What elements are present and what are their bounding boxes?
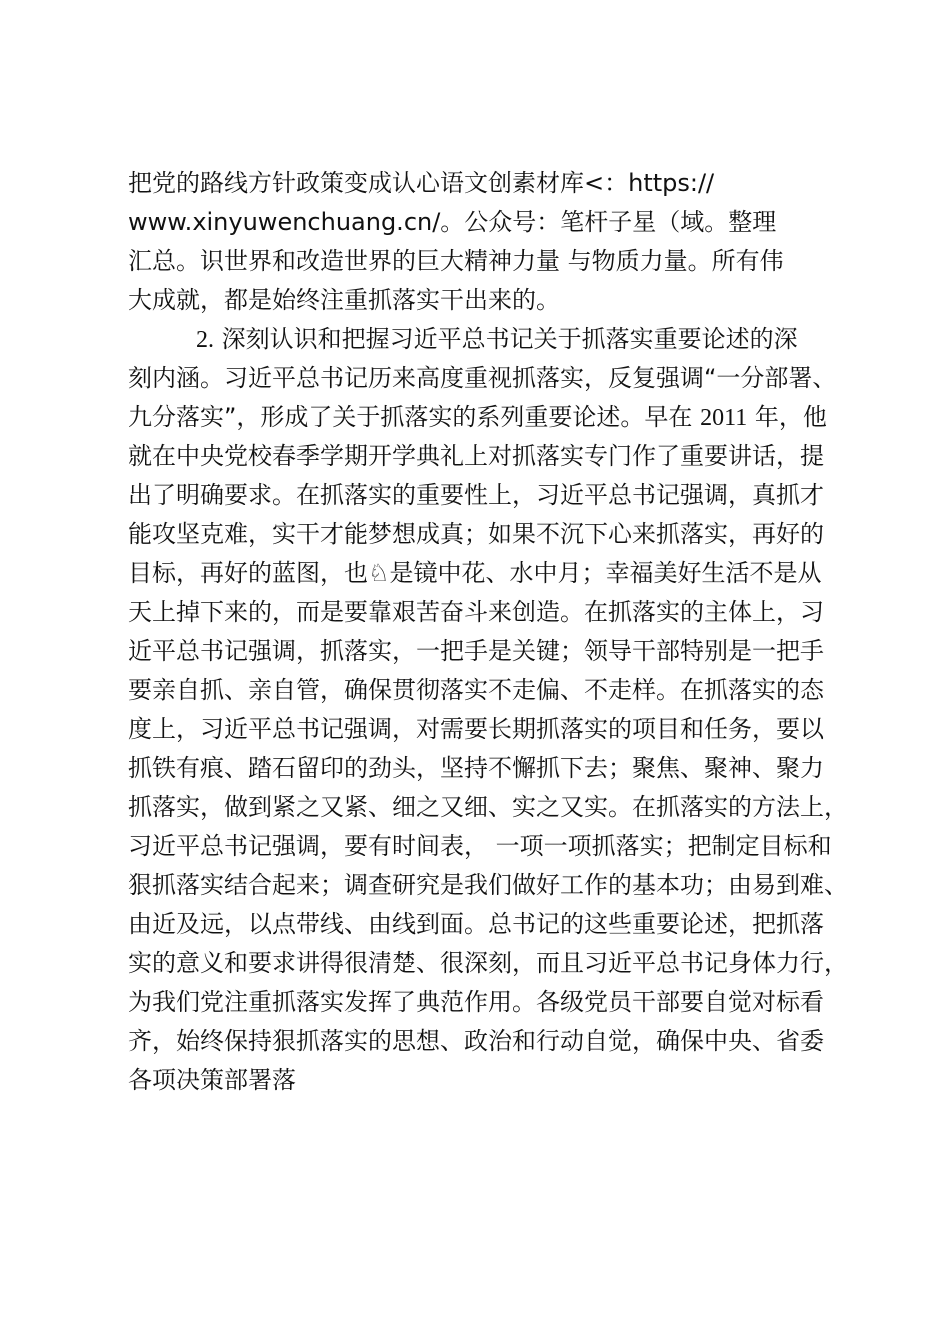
text-line: 大成就，都是始终注重抓落实干出来的。: [128, 286, 560, 314]
text-line: 要亲自抓、亲自管，确保贯彻落实不走偏、不走样。在抓落实的态: [128, 676, 824, 704]
text-line: 抓铁有痕、踏石留印的劲头，坚持不懈抓下去；聚焦、聚神、聚力: [128, 754, 824, 782]
text-run: 年，他: [754, 403, 827, 431]
text-line: 能攻坚克难，实干才能梦想成真；如果不沉下心来抓落实，再好的: [128, 520, 824, 548]
text-line: 汇总。识世界和改造世界的巨大精神力量 与物质力量。所有伟: [128, 247, 784, 275]
text-run: 九分落实”，形成了关于抓落实的系列重要论述。早在: [128, 403, 693, 431]
paragraph-number: 2.: [196, 327, 214, 353]
text-line: 抓落实，做到紧之又紧、细之又细、实之又实。在抓落实的方法上，: [128, 793, 848, 821]
text-line: 度上，习近平总书记强调，对需要长期抓落实的项目和任务，要以: [128, 715, 824, 743]
year-number: 2011: [700, 405, 748, 431]
text-run: 深刻认识和把握习近平总书记关于抓落实重要论述的深: [214, 325, 798, 353]
text-line: [128, 398, 868, 437]
text-line: www.xinyuwenchuang.cn/。公众号：笔杆子星（域。整理: [128, 208, 777, 236]
text-line: 齐，始终保持狠抓落实的思想、政治和行动自觉，确保中央、省委: [128, 1027, 824, 1055]
body-text: [128, 164, 868, 1100]
text-line: 就在中央党校春季学期开学典礼上对抓落实专门作了重要讲话，提: [128, 442, 824, 470]
text-line: 刻内涵。习近平总书记历来高度重视抓落实，反复强调“一分部署、: [128, 364, 837, 392]
text-line: 出了明确要求。在抓落实的重要性上，习近平总书记强调，真抓才: [128, 481, 824, 509]
paragraph-first-line: [128, 320, 868, 359]
text-line: 目标，再好的蓝图，也♘是镜中花、水中月；幸福美好生活不是从: [128, 559, 822, 587]
text-line: 由近及远，以点带线、由线到面。总书记的这些重要论述，把抓落: [128, 910, 824, 938]
text-line: 狠抓落实结合起来；调查研究是我们做好工作的基本功；由易到难、: [128, 871, 848, 899]
text-line: 天上掉下来的，而是要靠艰苦奋斗来创造。在抓落实的主体上，习: [128, 598, 824, 626]
text-line: 把党的路线方针政策变成认心语文创素材库<：https://: [128, 169, 715, 197]
text-line: 习近平总书记强调，要有时间表， 一项一项抓落实；把制定目标和: [128, 832, 832, 860]
text-line: 近平总书记强调，抓落实，一把手是关键；领导干部特别是一把手: [128, 637, 824, 665]
text-line: 实的意义和要求讲得很清楚、很深刻，而且习近平总书记身体力行，: [128, 949, 848, 977]
text-line: 为我们党注重抓落实发挥了典范作用。各级党员干部要自觉对标看: [128, 988, 824, 1016]
text-line: 各项决策部署落: [128, 1066, 296, 1094]
